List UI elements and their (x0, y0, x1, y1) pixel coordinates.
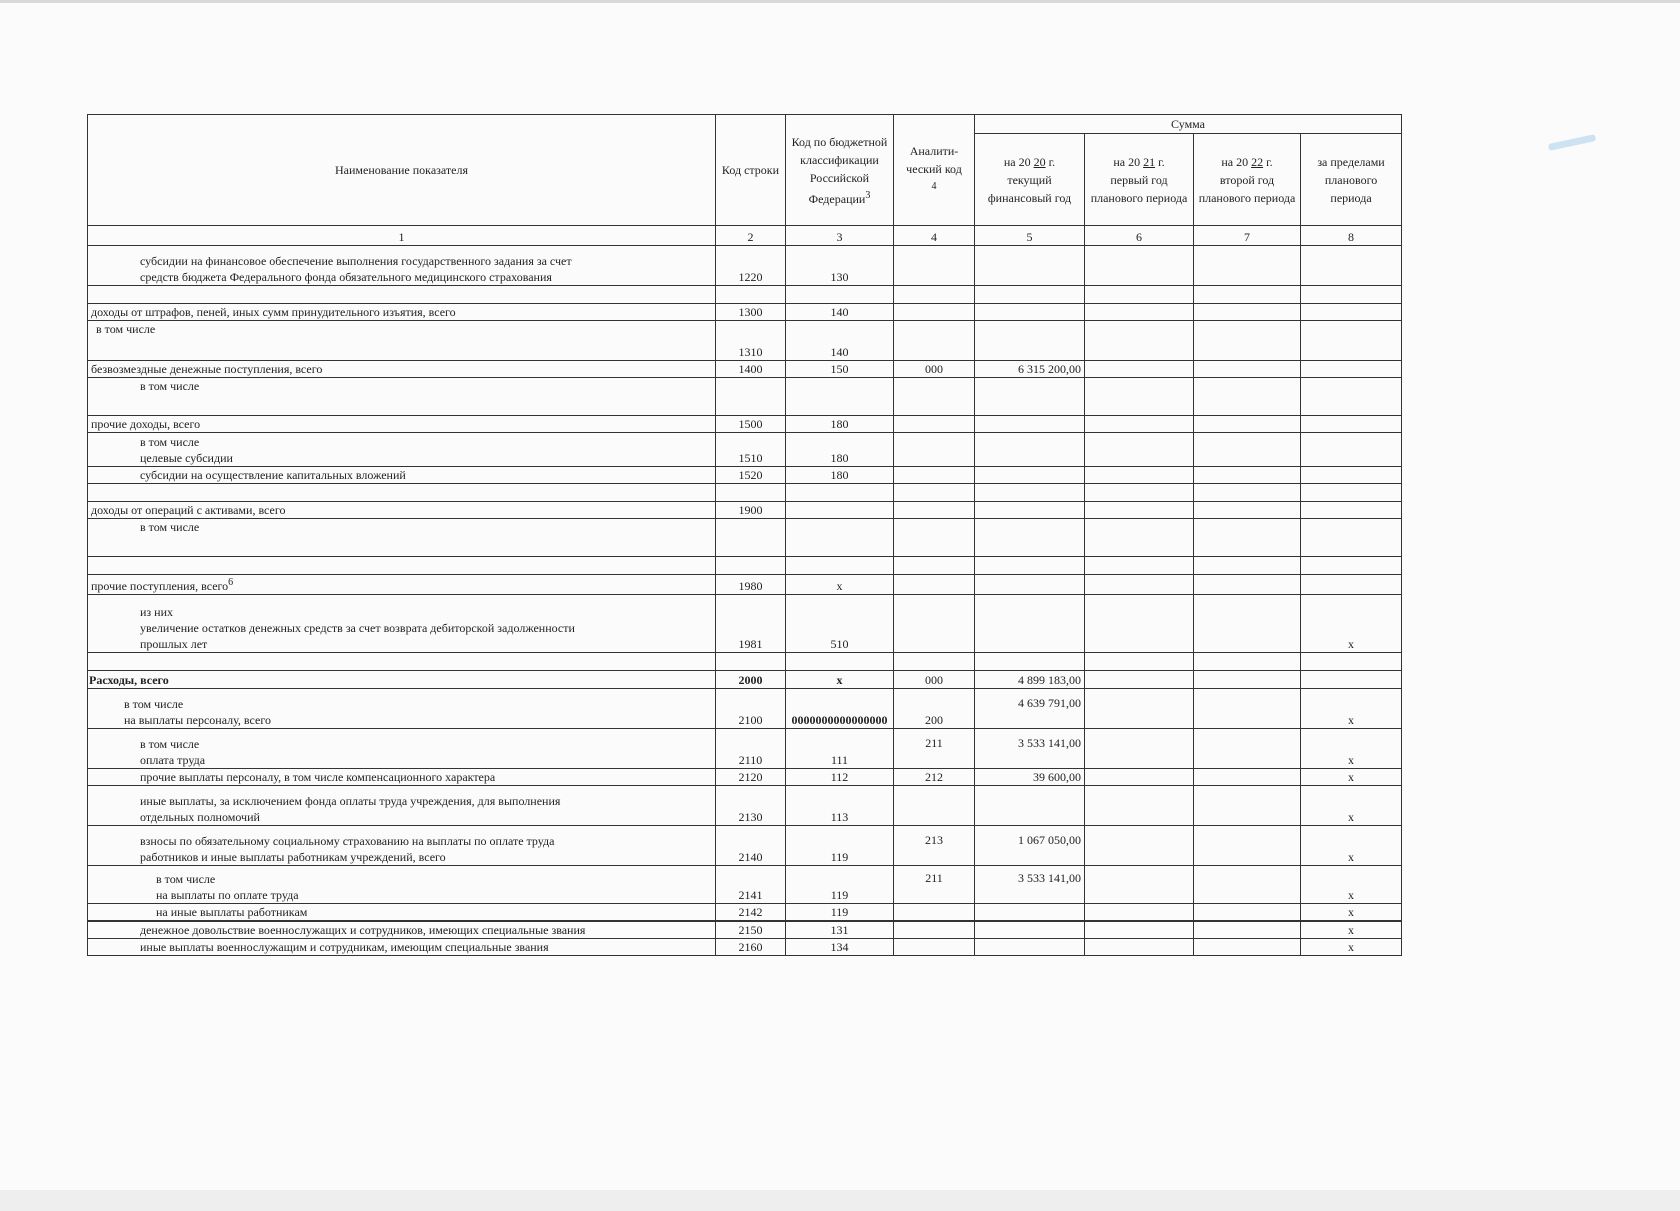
sum-beyond (1301, 304, 1402, 321)
sum-beyond: х (1301, 826, 1402, 866)
sum-first-year (1085, 502, 1194, 519)
table-row (88, 729, 1402, 769)
sum-second-year (1194, 416, 1301, 433)
analytic-code: 213 (894, 826, 975, 866)
line-code: 1400 (716, 361, 786, 378)
indicator-name: прочие выплаты персоналу, в том числе компенсационного характера (88, 769, 716, 786)
sum-beyond: х (1301, 904, 1402, 922)
column-number: 1 (88, 226, 716, 246)
table-row (88, 786, 1402, 826)
analytic-code (894, 921, 975, 939)
sum-second-year (1194, 575, 1301, 595)
budget-code: 112 (786, 769, 894, 786)
indicator-name: в том числе (88, 378, 716, 416)
sum-second-year (1194, 866, 1301, 904)
table-row (88, 304, 1402, 321)
sum-beyond (1301, 575, 1402, 595)
column-number: 3 (786, 226, 894, 246)
analytic-code (894, 416, 975, 433)
budget-code (786, 502, 894, 519)
sum-second-year (1194, 519, 1301, 557)
sum-second-year (1194, 433, 1301, 467)
table-row (88, 575, 1402, 595)
line-code: 2140 (716, 826, 786, 866)
sum-first-year (1085, 321, 1194, 361)
budget-code: 130 (786, 246, 894, 286)
sum-beyond: х (1301, 729, 1402, 769)
indicator-name: доходы от штрафов, пеней, иных сумм принудительного изъятия, всего (88, 304, 716, 321)
sum-beyond (1301, 416, 1402, 433)
ink-mark (1548, 134, 1596, 151)
analytic-code (894, 304, 975, 321)
budget-code: 140 (786, 321, 894, 361)
line-code (716, 519, 786, 557)
sum-first-year (1085, 826, 1194, 866)
sum-beyond: х (1301, 921, 1402, 939)
sum-beyond (1301, 502, 1402, 519)
table-row (88, 361, 1402, 378)
sum-first-year (1085, 729, 1194, 769)
sum-first-year (1085, 467, 1194, 484)
table-row (88, 519, 1402, 557)
table-row (88, 904, 1402, 922)
sum-second-year (1194, 304, 1301, 321)
sum-current-year: 39 600,00 (975, 769, 1085, 786)
sum-current-year (975, 519, 1085, 557)
column-number: 6 (1085, 226, 1194, 246)
indicator-name: прочие поступления, всего$^6$ (88, 575, 716, 595)
analytic-code: 211 (894, 866, 975, 904)
table-row (88, 246, 1402, 286)
sum-current-year (975, 595, 1085, 653)
budget-code: 0000000000000000 (786, 689, 894, 729)
budget-code: 119 (786, 826, 894, 866)
sum-second-year (1194, 689, 1301, 729)
indicator-name: доходы от операций с активами, всего (88, 502, 716, 519)
analytic-code (894, 467, 975, 484)
sum-current-year (975, 939, 1085, 956)
line-code: 2160 (716, 939, 786, 956)
indicator-name: в том числе (88, 321, 716, 361)
sum-second-year (1194, 729, 1301, 769)
table-row (88, 502, 1402, 519)
indicator-name: в том числе оплата труда (88, 729, 716, 769)
indicator-name: иные выплаты военнослужащим и сотрудникам, имеющим специальные звания (88, 939, 716, 956)
sum-first-year (1085, 433, 1194, 467)
budget-code: 180 (786, 467, 894, 484)
budget-code: 111 (786, 729, 894, 769)
sum-current-year (975, 246, 1085, 286)
sum-beyond: х (1301, 786, 1402, 826)
budget-code: х (786, 575, 894, 595)
table-row (88, 866, 1402, 904)
table-row (88, 671, 1402, 689)
indicator-name: Расходы, всего (88, 671, 716, 689)
sum-current-year (975, 433, 1085, 467)
budget-code: 119 (786, 904, 894, 922)
table-row (88, 595, 1402, 653)
line-code: 2110 (716, 729, 786, 769)
analytic-code: 212 (894, 769, 975, 786)
line-code (716, 378, 786, 416)
sum-beyond: х (1301, 866, 1402, 904)
column-number: 2 (716, 226, 786, 246)
scan-edge (0, 0, 1680, 3)
budget-code: 150 (786, 361, 894, 378)
column-number-row (88, 226, 1402, 246)
analytic-code (894, 433, 975, 467)
line-code: 2142 (716, 904, 786, 922)
sum-beyond: х (1301, 689, 1402, 729)
sum-first-year (1085, 246, 1194, 286)
line-code: 1981 (716, 595, 786, 653)
indicator-name: субсидии на осуществление капитальных вложений (88, 467, 716, 484)
financial-plan-table (87, 114, 1402, 956)
budget-code: х (786, 671, 894, 689)
sum-first-year (1085, 786, 1194, 826)
sum-second-year (1194, 769, 1301, 786)
analytic-code (894, 786, 975, 826)
table-row (88, 921, 1402, 939)
budget-code: 134 (786, 939, 894, 956)
sum-first-year (1085, 769, 1194, 786)
sum-first-year (1085, 671, 1194, 689)
budget-code: 180 (786, 433, 894, 467)
sum-current-year (975, 321, 1085, 361)
indicator-name: на иные выплаты работникам (88, 904, 716, 922)
table-row (88, 321, 1402, 361)
sum-first-year (1085, 416, 1194, 433)
sum-second-year (1194, 786, 1301, 826)
line-code: 2150 (716, 921, 786, 939)
sum-first-year (1085, 904, 1194, 922)
sum-second-year (1194, 502, 1301, 519)
sum-current-year: 4 639 791,00 (975, 689, 1085, 729)
sum-first-year (1085, 689, 1194, 729)
indicator-name: безвозмездные денежные поступления, всего (88, 361, 716, 378)
sum-current-year: 1 067 050,00 (975, 826, 1085, 866)
line-code: 1310 (716, 321, 786, 361)
header-line-code: Код строки (716, 115, 786, 226)
table-row (88, 467, 1402, 484)
budget-code (786, 378, 894, 416)
sum-first-year (1085, 361, 1194, 378)
line-code: 2120 (716, 769, 786, 786)
indicator-name: субсидии на финансовое обеспечение выполнения государственного задания за счет средств бюджета Федерального фонда обязательного медицинского страхования (88, 246, 716, 286)
line-code: 1500 (716, 416, 786, 433)
line-code: 1220 (716, 246, 786, 286)
analytic-code (894, 904, 975, 922)
sum-beyond: х (1301, 769, 1402, 786)
blank-row (88, 653, 1402, 671)
analytic-code (894, 939, 975, 956)
sum-beyond: х (1301, 939, 1402, 956)
line-code: 2000 (716, 671, 786, 689)
indicator-name: в том числе (88, 519, 716, 557)
header-indicator-name: Наименование показателя (88, 115, 716, 226)
analytic-code (894, 595, 975, 653)
line-code: 2100 (716, 689, 786, 729)
line-code: 1510 (716, 433, 786, 467)
analytic-code (894, 378, 975, 416)
line-code: 2130 (716, 786, 786, 826)
sum-second-year (1194, 904, 1301, 922)
column-number: 7 (1194, 226, 1301, 246)
sum-second-year (1194, 321, 1301, 361)
sum-first-year (1085, 595, 1194, 653)
indicator-name: в том числе на выплаты персоналу, всего (88, 689, 716, 729)
table-row (88, 769, 1402, 786)
header-budget-classification: Код по бюджетной классификации Российской Федерации$^3$ (786, 115, 894, 226)
line-code: 1980 (716, 575, 786, 595)
sum-second-year (1194, 361, 1301, 378)
sum-second-year (1194, 826, 1301, 866)
budget-code: 140 (786, 304, 894, 321)
sum-first-year (1085, 866, 1194, 904)
sum-current-year (975, 575, 1085, 595)
header-year-current: на 20 20 г. текущий финансовый год (975, 134, 1085, 226)
line-code: 1900 (716, 502, 786, 519)
sum-beyond (1301, 361, 1402, 378)
sum-current-year: 6 315 200,00 (975, 361, 1085, 378)
sum-second-year (1194, 378, 1301, 416)
table-row (88, 433, 1402, 467)
table-row (88, 939, 1402, 956)
sum-second-year (1194, 467, 1301, 484)
indicator-name: взносы по обязательному социальному страхованию на выплаты по оплате труда работников и иные выплаты работникам учреждений, всего (88, 826, 716, 866)
sum-first-year (1085, 378, 1194, 416)
sum-beyond (1301, 246, 1402, 286)
budget-code: 131 (786, 921, 894, 939)
indicator-name: в том числе целевые субсидии (88, 433, 716, 467)
budget-code: 119 (786, 866, 894, 904)
sum-current-year (975, 304, 1085, 321)
sum-second-year (1194, 671, 1301, 689)
indicator-name: денежное довольствие военнослужащих и сотрудников, имеющих специальные звания (88, 921, 716, 939)
header-analytic-code: Аналити-ческий код $^4$ (894, 115, 975, 226)
sum-first-year (1085, 921, 1194, 939)
header-year-second: на 20 22 г. второй год планового периода (1194, 134, 1301, 226)
analytic-code: 000 (894, 671, 975, 689)
sum-beyond (1301, 321, 1402, 361)
analytic-code (894, 575, 975, 595)
sum-current-year (975, 416, 1085, 433)
sum-current-year (975, 378, 1085, 416)
sum-second-year (1194, 939, 1301, 956)
scan-edge (0, 1190, 1680, 1211)
sum-current-year (975, 502, 1085, 519)
indicator-name: прочие доходы, всего (88, 416, 716, 433)
column-number: 4 (894, 226, 975, 246)
header-sum: Сумма (975, 115, 1402, 134)
table-row (88, 378, 1402, 416)
analytic-code: 211 (894, 729, 975, 769)
sum-current-year: 3 533 141,00 (975, 729, 1085, 769)
sum-beyond (1301, 671, 1402, 689)
blank-row (88, 286, 1402, 304)
analytic-code (894, 246, 975, 286)
sum-beyond: х (1301, 595, 1402, 653)
sum-beyond (1301, 467, 1402, 484)
sum-first-year (1085, 304, 1194, 321)
sum-second-year (1194, 921, 1301, 939)
sum-current-year (975, 467, 1085, 484)
analytic-code (894, 519, 975, 557)
sum-current-year: 3 533 141,00 (975, 866, 1085, 904)
header-year-first: на 20 21 г. первый год планового периода (1085, 134, 1194, 226)
sum-second-year (1194, 595, 1301, 653)
sum-current-year (975, 921, 1085, 939)
analytic-code (894, 502, 975, 519)
sum-current-year (975, 786, 1085, 826)
analytic-code (894, 321, 975, 361)
sum-first-year (1085, 575, 1194, 595)
sum-second-year (1194, 246, 1301, 286)
table-row (88, 689, 1402, 729)
budget-code: 113 (786, 786, 894, 826)
budget-code (786, 519, 894, 557)
header-beyond-period: за пределами планового периода (1301, 134, 1402, 226)
indicator-name: в том числе на выплаты по оплате труда (88, 866, 716, 904)
budget-code: 180 (786, 416, 894, 433)
table-row (88, 416, 1402, 433)
table-row (88, 826, 1402, 866)
indicator-name: иные выплаты, за исключением фонда оплаты труда учреждения, для выполнения отдельных полномочий (88, 786, 716, 826)
analytic-code: 200 (894, 689, 975, 729)
line-code: 2141 (716, 866, 786, 904)
sum-current-year (975, 904, 1085, 922)
sum-first-year (1085, 519, 1194, 557)
budget-code: 510 (786, 595, 894, 653)
sum-beyond (1301, 433, 1402, 467)
sum-first-year (1085, 939, 1194, 956)
blank-row (88, 484, 1402, 502)
indicator-name: из них увеличение остатков денежных средств за счет возврата дебиторской задолженности прошлых лет (88, 595, 716, 653)
column-number: 5 (975, 226, 1085, 246)
line-code: 1300 (716, 304, 786, 321)
sum-beyond (1301, 519, 1402, 557)
sum-beyond (1301, 378, 1402, 416)
column-number: 8 (1301, 226, 1402, 246)
line-code: 1520 (716, 467, 786, 484)
blank-row (88, 557, 1402, 575)
analytic-code: 000 (894, 361, 975, 378)
sum-current-year: 4 899 183,00 (975, 671, 1085, 689)
